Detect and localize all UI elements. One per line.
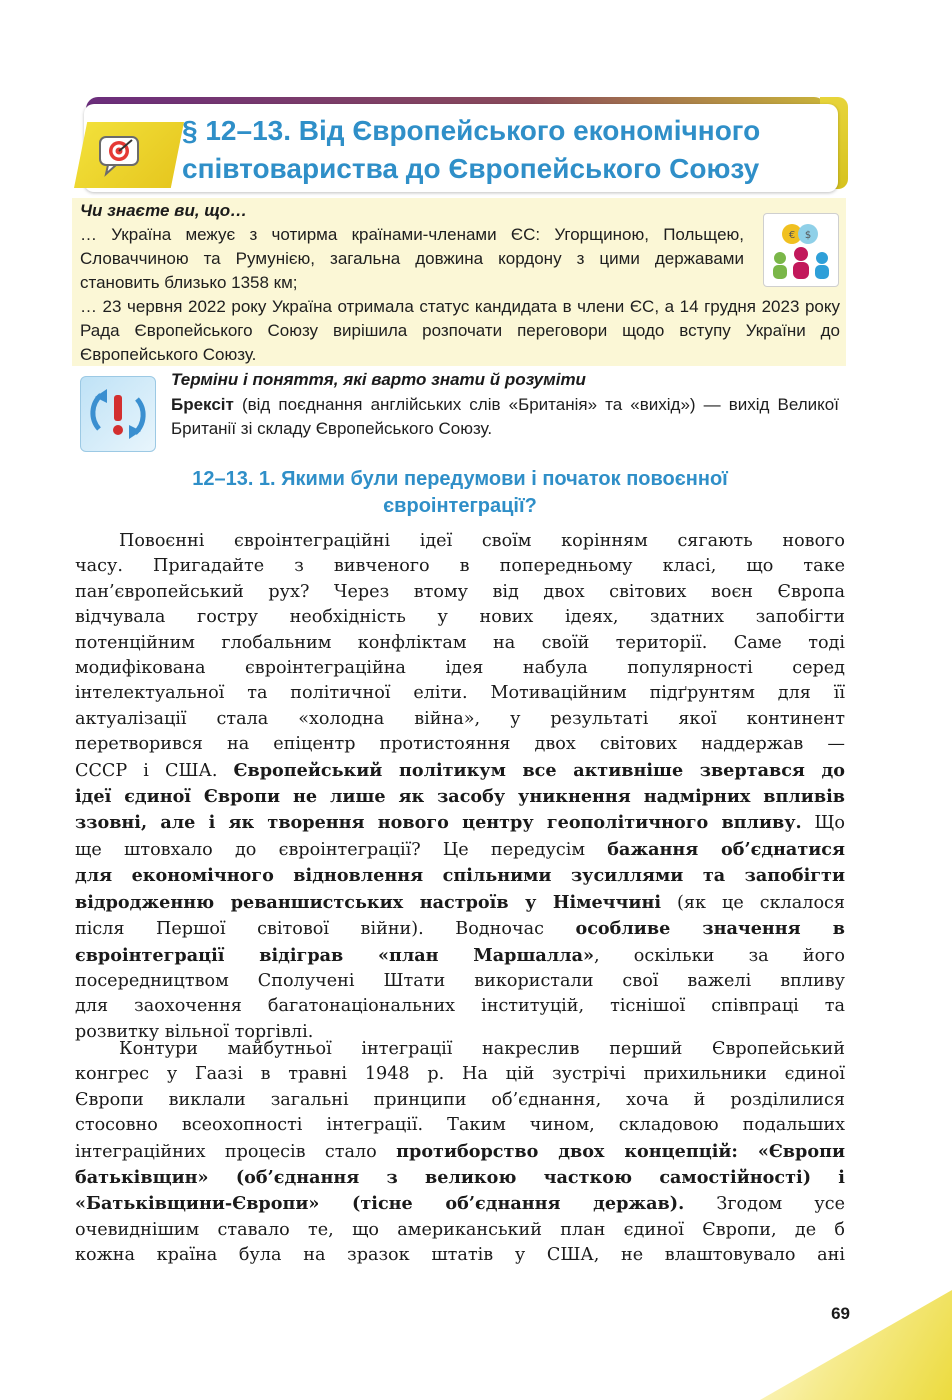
text-run: відчувала гостру необхідність у нових ідеях, здатних запобігти — [75, 607, 845, 628]
page-title-line1: § 12–13. Від Європейського економічного — [182, 115, 761, 146]
text-run: інтелектуальної та політичної еліти. Мотиваційним підґрунтям для її — [75, 683, 845, 704]
bold-text-run: Європейський політикум все активніше звертався до — [233, 759, 845, 781]
paragraph-2 — [75, 1037, 845, 1269]
text-line — [75, 1088, 845, 1113]
target-chat-icon — [96, 133, 142, 177]
text-line — [75, 1218, 845, 1243]
bold-text-run: євроінтеграції відіграв «план Маршалла» — [75, 944, 594, 966]
exclamation-icon — [80, 376, 156, 452]
text-line — [75, 994, 845, 1019]
text-line — [75, 1165, 845, 1191]
text-line — [75, 707, 845, 732]
text-run: актуалізації стала «холодна війна», у результаті якої континент — [75, 708, 845, 729]
section-heading-line2: євроінтеграції? — [383, 495, 537, 517]
text-run: посередництвом Сполучені Штати використали свої важелі впливу — [75, 970, 845, 991]
text-line — [75, 732, 845, 757]
svg-text:€: € — [788, 230, 796, 241]
svg-text:$: $ — [804, 230, 812, 241]
text-run: Європи виклали загальні принципи об’єднання, хоча й розділилися — [75, 1089, 845, 1110]
did-you-know-item: … 23 червня 2022 року Україна отримала статус кандидата в члени ЄС, а 14 грудня 2023 року Рада Європейського Союзу вирішила розпочати переговори щодо вступу України до Європейського Союзу. — [80, 297, 840, 364]
did-you-know-title: Чи знаєте ви, що… — [80, 201, 248, 220]
text-line — [75, 631, 845, 656]
text-line — [75, 1139, 845, 1165]
section-heading-line1: 12–13. 1. Якими були передумови і початок повоєнної — [192, 468, 728, 490]
text-run: перетворився на епіцентр протистояння двох світових наддержав — — [75, 734, 845, 755]
page-title-line2: співтовариства до Європейського Союзу — [182, 153, 760, 184]
text-line — [75, 784, 845, 810]
text-line — [75, 605, 845, 630]
page-title — [182, 112, 832, 188]
text-run: (як це склалося — [661, 892, 845, 913]
text-run: СССР і США. — [75, 760, 234, 781]
text-line — [75, 529, 845, 554]
text-line — [75, 1243, 845, 1268]
text-run: після Першої світової війни). Водночас — [75, 919, 576, 940]
text-run: для заохочення багатонаціональних інституцій, тіснішої співпраці та — [75, 996, 845, 1017]
bold-text-run: особливе значення в — [575, 918, 845, 940]
text-run: інтеграційних процесів стало — [75, 1141, 397, 1162]
text-line — [75, 1191, 845, 1217]
terms-definition — [171, 393, 839, 441]
bold-text-run: бажання об’єднатися — [607, 838, 845, 860]
text-line — [75, 554, 845, 579]
text-line — [75, 837, 845, 863]
page-number: 69 — [831, 1304, 850, 1323]
text-run: Згодом усе — [684, 1194, 845, 1215]
bold-text-run: для економічного відновлення спільними зусиллями та запобігти — [75, 865, 845, 887]
text-run: стосовно всеохопності інтеграції. Таким чином, складовою подальших — [75, 1115, 845, 1136]
term-definition-text: (від поєднання англійських слів «Британія» та «вихід») — вихід Великої Британії зі складу Європейського Союзу. — [171, 395, 839, 438]
text-run: Повоєнні євроінтеграційні ідеї своїм корінням сягають нового — [119, 531, 845, 551]
text-run: кожна країна була на зразок штатів у США, не влаштовувало ані — [75, 1245, 845, 1266]
text-run: розвитку вільної торгівлі. — [75, 1021, 314, 1042]
text-run: конгрес у Гаазі в травні 1948 р. На цій зустрічі прихильники єдиної — [75, 1064, 845, 1085]
term-word: Брексіт — [171, 395, 234, 414]
text-line — [75, 758, 845, 784]
section-heading — [100, 466, 820, 520]
text-line — [75, 1062, 845, 1087]
people-discussion-icon — [763, 213, 839, 287]
text-run: модифікована євроінтеграційна ідея набула популярності серед — [75, 658, 845, 679]
did-you-know-item: … Україна межує з чотирма країнами-членами ЄС: Угорщиною, Польщею, Словаччиною та Румунією, загальна довжина кордону з цими державами становить близько 1358 км; — [80, 225, 744, 292]
bold-text-run: відродженню реваншистських настроїв у Німеччині — [75, 891, 662, 913]
text-line — [75, 943, 845, 969]
text-run: ще штовхало до євроінтеграції? Це передусім — [75, 839, 608, 860]
text-run: часу. Пригадайте з вивченого в попередньому класі, що таке — [75, 556, 845, 577]
text-run: пан’європейський рух? Через втому від двох світових воєн Європа — [75, 581, 845, 602]
text-line — [75, 916, 845, 942]
text-run: Контури майбутньої інтеграції накреслив перший Європейський — [119, 1039, 845, 1059]
paragraph-1 — [75, 529, 845, 1045]
text-line — [75, 890, 845, 916]
text-line — [75, 1113, 845, 1138]
text-run: Що — [801, 813, 845, 834]
bold-text-run: протиборство двох концепцій: «Європи — [396, 1140, 845, 1162]
bold-text-run: ззовні, але і як творення нового центру геополітичного впливу. — [75, 812, 802, 834]
text-line — [75, 863, 845, 889]
bold-text-run: «Батьківщини-Європи» (тісне об’єднання держав). — [75, 1193, 685, 1215]
text-line — [75, 810, 845, 836]
text-run: очевиднішим ставало те, що американський план єдиної Європи, де б — [75, 1219, 845, 1240]
text-line — [75, 1037, 845, 1062]
terms-title: Терміни і поняття, які варто знати й розуміти — [171, 370, 586, 389]
text-run: , оскільки за його — [594, 945, 845, 966]
bold-text-run: ідеї єдиної Європи не лише як засобу уникнення надмірних впливів — [75, 786, 845, 808]
bold-text-run: батьківщин» (об’єднання з великою часткою самостійності) і — [75, 1167, 845, 1189]
text-line — [75, 969, 845, 994]
text-line — [75, 580, 845, 605]
text-run: потенційним глобальним конфліктам на своїй території. Саме тоді — [75, 632, 845, 653]
text-line — [75, 681, 845, 706]
text-line — [75, 656, 845, 681]
